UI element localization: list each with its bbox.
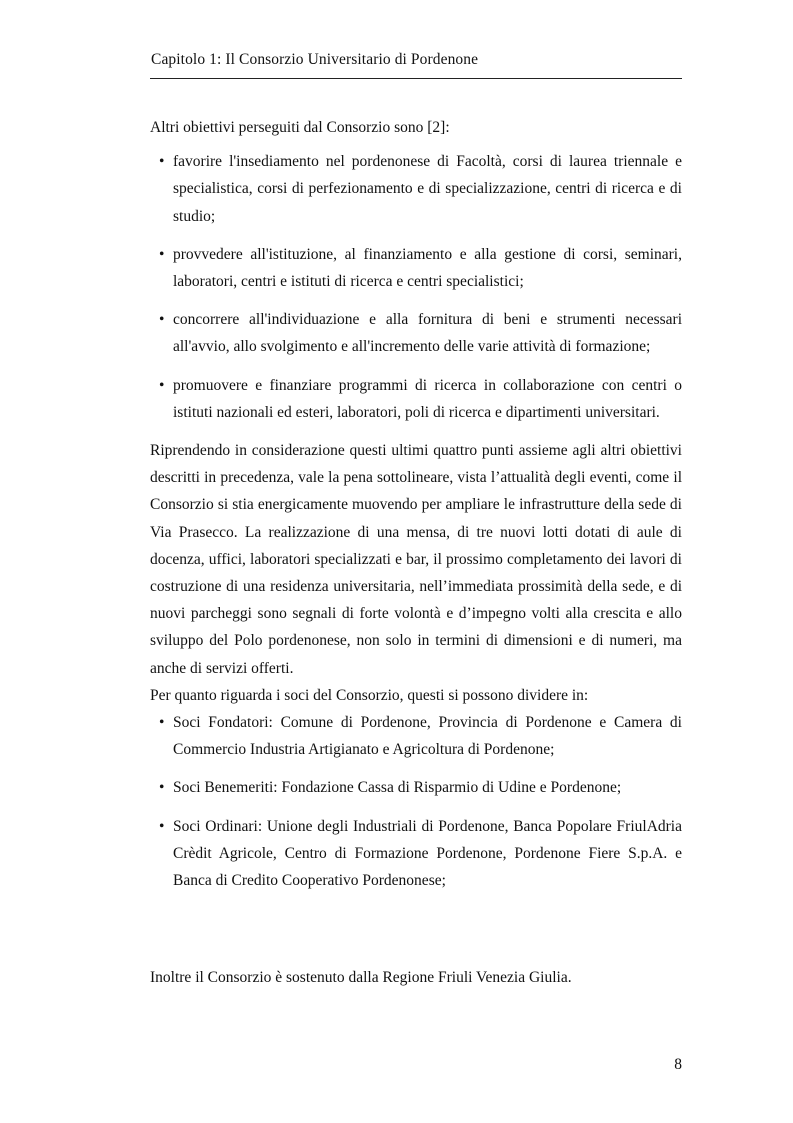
page-number: 8 xyxy=(674,1056,682,1073)
closing-paragraph: Inoltre il Consorzio è sostenuto dalla Regione Friuli Venezia Giulia. xyxy=(150,968,572,986)
bullet-icon: • xyxy=(159,245,165,263)
list-item-text: provvedere all'istituzione, al finanziamento e alla gestione di corsi, seminari, laboratori, centri e istituti di ricerca e centri specialistici; xyxy=(173,245,682,291)
list-item xyxy=(150,148,682,230)
bullet-icon: • xyxy=(159,817,165,835)
list-item-text: Soci Ordinari: Unione degli Industriali di Pordenone, Banca Popolare FriulAdria Crèdit Agricole, Centro di Formazione Pordenone, Pordenone Fiere S.p.A. e Banca di Credito Cooperativo Pordenonese; xyxy=(173,817,682,890)
bullet-icon: • xyxy=(159,779,165,797)
list-item-text: promuovere e finanziare programmi di ricerca in collaborazione con centri o istituti nazionali ed esteri, laboratori, poli di ricerca e dipartimenti universitari. xyxy=(173,376,682,421)
members-intro: Per quanto riguarda i soci del Consorzio, questi si possono dividere in: xyxy=(150,686,589,704)
body-text xyxy=(150,114,682,894)
members-list xyxy=(150,709,682,894)
list-item xyxy=(150,372,682,426)
bullet-icon: • xyxy=(159,311,165,329)
header-rule xyxy=(150,78,682,79)
bullet-icon: • xyxy=(159,714,165,732)
list-item-text: Soci Benemeriti: Fondazione Cassa di Risparmio di Udine e Pordenone; xyxy=(173,779,622,797)
list-item xyxy=(150,709,682,763)
list-item xyxy=(150,241,682,295)
list-item-text: Soci Fondatori: Comune di Pordenone, Provincia di Pordenone e Camera di Commercio Industria Artigianato e Agricoltura di Pordenone; xyxy=(173,714,682,759)
objectives-intro: Altri obiettivi perseguiti dal Consorzio sono [2]: xyxy=(150,119,450,136)
list-item xyxy=(150,774,682,801)
bullet-icon: • xyxy=(159,153,165,171)
bullet-icon: • xyxy=(159,376,165,394)
list-item xyxy=(150,306,682,360)
running-header: Capitolo 1: Il Consorzio Universitario di Pordenone xyxy=(151,51,479,68)
list-item-text: concorrere all'individuazione e alla fornitura di beni e strumenti necessari all'avvio, allo svolgimento e all'incremento delle varie attività di formazione; xyxy=(173,311,682,356)
list-item-text: favorire l'insediamento nel pordenonese di Facoltà, corsi di laurea triennale e specialistica, corsi di perfezionamento e di specializzazione, centri di ricerca e di studio; xyxy=(173,153,682,225)
list-item xyxy=(150,813,682,895)
objectives-list xyxy=(150,148,682,426)
main-paragraph: Riprendendo in considerazione questi ultimi quattro punti assieme agli altri obiettivi descritti in precedenza, vale la pena sottolineare, vista l’attualità degli eventi, come il Consorzio si stia energicamente muovendo per ampliare le infrastrutture della sede di Via Prasecco. La realizzazione di una mensa, di tre nuovi lotti dotati di aule di docenza, uffici, laboratori specializzati e bar, il prossimo completamento dei lavori di costruzione di una residenza universitaria, nell’immediata prossimità della sede, e di nuovi parcheggi sono segnali di forte volontà e d’impegno volti alla crescita e allo sviluppo del Polo pordenonese, non solo in termini di dimensioni e di numeri, ma anche di servizi offerti. xyxy=(150,442,682,677)
